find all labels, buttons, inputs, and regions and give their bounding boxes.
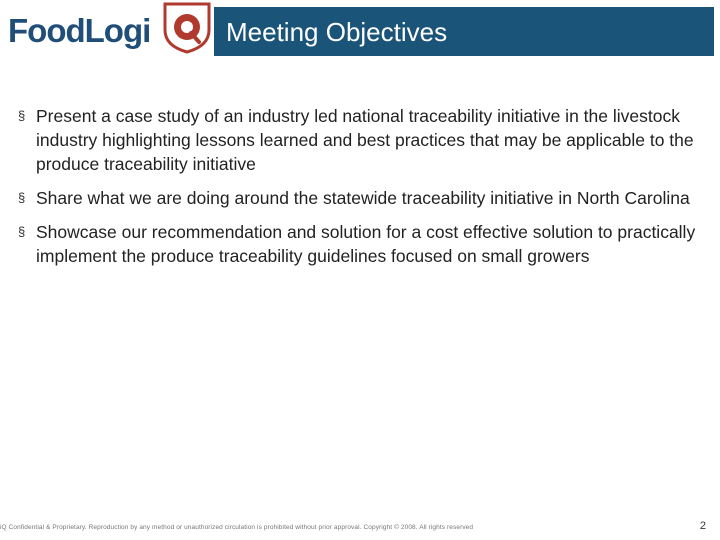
foodlogiq-logo bbox=[8, 5, 150, 57]
footer-copyright: iQ Confidential & Proprietary. Reproduction by any method or unauthorized circulation is prohibited without prior approval. Copyright © 2008. All rights reserved bbox=[0, 524, 474, 531]
bullet-item bbox=[18, 186, 698, 210]
bullet-square-icon: § bbox=[18, 108, 26, 123]
title-bar bbox=[214, 7, 714, 56]
bullet-list bbox=[18, 104, 698, 278]
page-number: 2 bbox=[699, 520, 706, 532]
logo-text: FoodLogi bbox=[8, 12, 151, 49]
logo-q-shield-icon bbox=[161, 0, 213, 54]
bullet-square-icon: § bbox=[18, 224, 26, 239]
bullet-text: Share what we are doing around the statewide traceability initiative in North Carolina bbox=[36, 188, 690, 208]
bullet-item bbox=[18, 220, 698, 268]
slide-title: Meeting Objectives bbox=[226, 17, 448, 47]
bullet-item bbox=[18, 104, 698, 176]
bullet-text: Present a case study of an industry led national traceability initiative in the livestock industry highlighting lessons learned and best practices that may be applicable to the produce traceability initiative bbox=[36, 106, 694, 174]
bullet-square-icon: § bbox=[18, 190, 26, 205]
bullet-text: Showcase our recommendation and solution for a cost effective solution to practically implement the produce traceability guidelines focused on small growers bbox=[36, 222, 696, 266]
